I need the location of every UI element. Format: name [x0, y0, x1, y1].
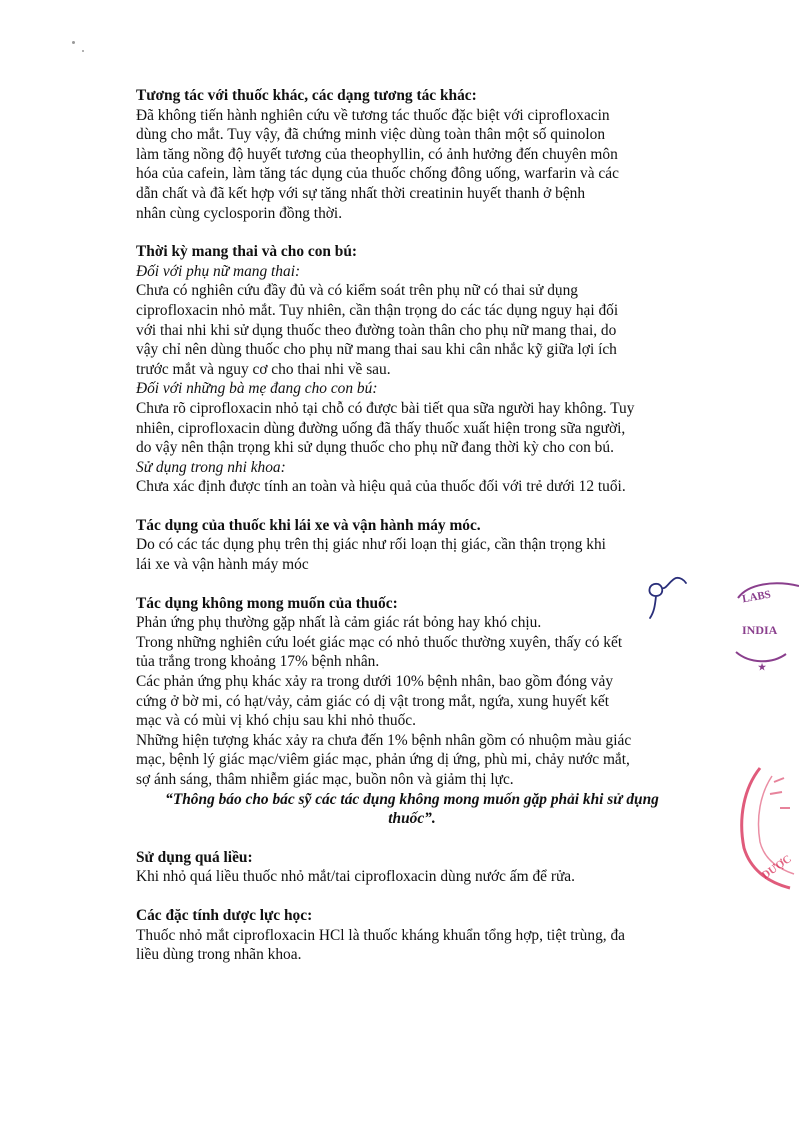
text-line: mạc, bệnh lý giác mạc/viêm giác mạc, phản ứng dị ứng, phù mi, chảy nước mắt,: [136, 751, 630, 769]
subsection-paragraph: [136, 399, 688, 458]
subsection-paragraph: [136, 281, 688, 379]
text-line: mạc và có mùi vị khó chịu sau khi nhỏ thuốc.: [136, 712, 416, 730]
text-line: Chưa xác định được tính an toàn và hiệu quả của thuốc đối với trẻ dưới 12 tuổi.: [136, 478, 626, 496]
text-line: Các phản ứng phụ khác xảy ra trong dưới 10% bệnh nhân, bao gồm đóng vảy: [136, 673, 614, 691]
section-pregnancy-lactation: [136, 242, 688, 497]
text-line: Do có các tác dụng phụ trên thị giác như rối loạn thị giác, cần thận trọng khi: [136, 536, 606, 554]
section-paragraph: [136, 535, 688, 574]
text-line: với thai nhi khi sử dụng thuốc theo đường toàn thân cho phụ nữ mang thai, do: [136, 321, 617, 339]
text-line: liều dùng trong nhãn khoa.: [136, 946, 302, 964]
stamp-india-text: INDIA: [742, 623, 778, 637]
text-line: Khi nhỏ quá liều thuốc nhỏ mắt/tai ciprofloxacin dùng nước ấm để rửa.: [136, 868, 575, 886]
text-line: Chưa rõ ciprofloxacin nhỏ tại chỗ có được bài tiết qua sữa người hay không. Tuy: [136, 399, 635, 417]
section-drug-interactions: [136, 86, 688, 223]
subsection-paragraph: [136, 477, 688, 497]
notice-line: thuốc”.: [388, 810, 436, 828]
stamp-labs-text: LABS: [741, 588, 772, 606]
section-overdose: [136, 848, 688, 887]
section-heading: Sử dụng quá liều:: [136, 848, 253, 866]
text-line: dùng cho mắt. Tuy vậy, đã chứng minh việc dùng toàn thân một số quinolon: [136, 126, 606, 144]
text-line: vậy chỉ nên dùng thuốc cho phụ nữ mang thai sau khi cân nhắc kỹ giữa lợi ích: [136, 341, 617, 359]
section-paragraph: [136, 613, 688, 789]
stamp-duoc-text: DƯỢC: [759, 852, 794, 882]
text-line: hóa của cafein, làm tăng tác dụng của thuốc chống đông uống, warfarin và các: [136, 165, 619, 183]
text-line: dẫn chất và đã kết hợp với sự tăng nhất thời creatinin huyết thanh ở bệnh: [136, 184, 586, 202]
section-heading: Tương tác với thuốc khác, các dạng tương tác khác:: [136, 87, 477, 104]
text-line: cứng ở bờ mi, có hạt/vảy, cảm giác có dị vật trong mắt, ngứa, xung huyết kết: [136, 692, 610, 710]
section-heading: Thời kỳ mang thai và cho con bú:: [136, 243, 358, 261]
subsection-heading: Đối với phụ nữ mang thai:: [136, 262, 301, 280]
subsection-heading: Đối với những bà mẹ đang cho con bú:: [136, 380, 378, 398]
text-line: nhiên, ciprofloxacin dùng đường uống đã thấy thuốc xuất hiện trong sữa người,: [136, 419, 626, 437]
subsection-heading: Sử dụng trong nhi khoa:: [136, 458, 286, 476]
handwritten-signature: [640, 574, 690, 620]
text-line: sợ ánh sáng, thâm nhiễm giác mạc, buồn nôn và giảm thị lực.: [136, 771, 514, 788]
document-body: [136, 86, 688, 984]
text-line: Trong những nghiên cứu loét giác mạc có nhỏ thuốc thường xuyên, thấy có kết: [136, 633, 623, 651]
text-line: làm tăng nồng độ huyết tương của theophyllin, có ảnh hưởng đến chuyên môn: [136, 145, 618, 163]
pharmacy-seal-stamp: [730, 748, 799, 898]
section-heading: Tác dụng không mong muốn của thuốc:: [136, 594, 398, 612]
text-line: Những hiện tượng khác xảy ra chưa đến 1% bệnh nhân gồm có nhuộm màu giác: [136, 731, 632, 749]
text-line: ciprofloxacin nhỏ mắt. Tuy nhiên, cần thận trọng do các tác dụng nguy hại đối: [136, 301, 619, 319]
text-line: Thuốc nhỏ mắt ciprofloxacin HCl là thuốc kháng khuẩn tổng hợp, tiệt trùng, đa: [136, 926, 625, 944]
section-side-effects: [136, 594, 688, 829]
text-line: Đã không tiến hành nghiên cứu về tương tác thuốc đặc biệt với ciprofloxacin: [136, 106, 610, 124]
text-line: trước mắt và nguy cơ cho thai nhi về sau.: [136, 360, 391, 378]
section-heading: Các đặc tính dược lực học:: [136, 906, 313, 924]
section-pharmacodynamics: [136, 906, 688, 965]
section-driving: [136, 516, 688, 575]
scan-speck: [72, 41, 75, 44]
section-paragraph: [136, 926, 688, 965]
notice-line: “Thông báo cho bác sỹ các tác dụng không mong muốn gặp phải khi sử dụng: [165, 790, 659, 808]
text-line: tủa trắng trong khoảng 17% bệnh nhân.: [136, 653, 380, 671]
section-paragraph: [136, 867, 688, 887]
company-seal-stamp: [726, 566, 799, 686]
section-paragraph: [136, 106, 688, 224]
text-line: lái xe và vận hành máy móc: [136, 556, 309, 574]
doctor-notice: [136, 790, 688, 829]
text-line: Chưa có nghiên cứu đầy đủ và có kiểm soát trên phụ nữ có thai sử dụng: [136, 282, 578, 300]
section-heading: Tác dụng của thuốc khi lái xe và vận hành máy móc.: [136, 516, 481, 534]
text-line: nhân cùng cyclosporin đồng thời.: [136, 204, 343, 222]
text-line: Phản ứng phụ thường gặp nhất là cảm giác rát bỏng hay khó chịu.: [136, 614, 542, 632]
scan-speck: [82, 50, 84, 52]
stamp-star-icon: ★: [758, 662, 767, 672]
text-line: do vậy nên thận trọng khi sử dụng thuốc cho phụ nữ đang thời kỳ cho con bú.: [136, 439, 614, 457]
